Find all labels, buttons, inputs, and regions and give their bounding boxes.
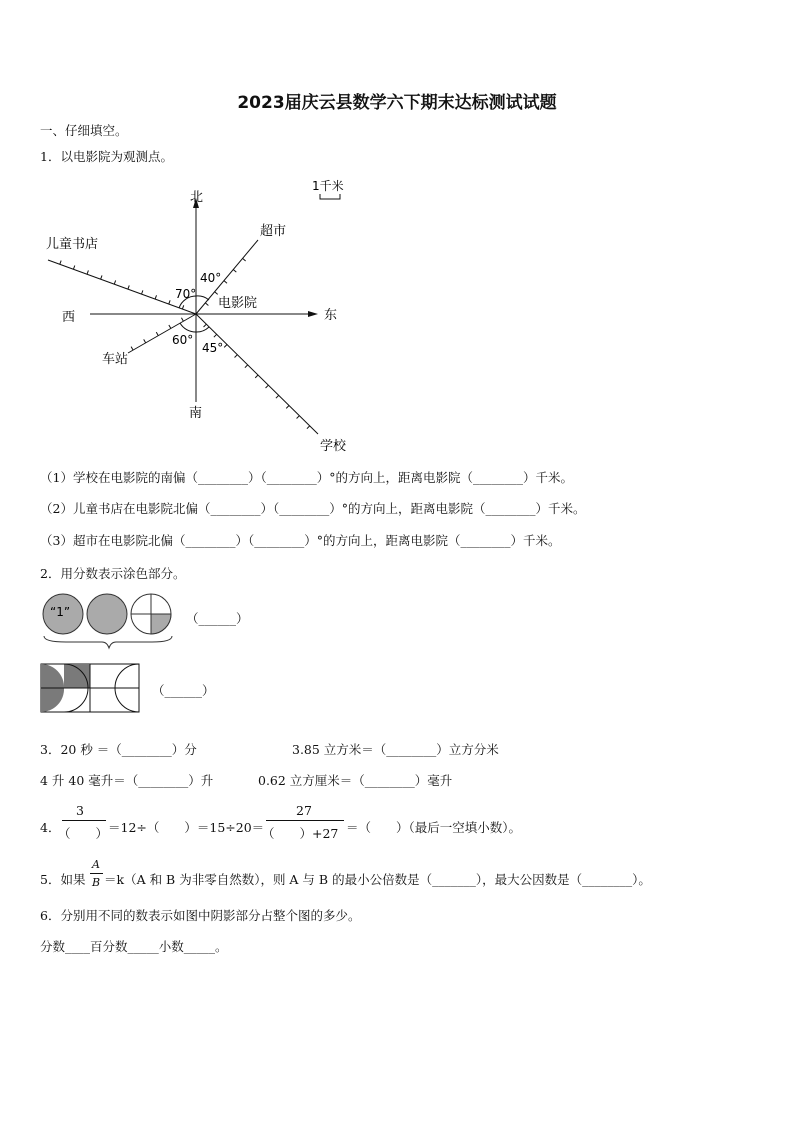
question-3-d: 0.62 立方厘米＝（________）毫升 (258, 773, 453, 788)
tick-mark (224, 345, 227, 348)
tick-mark (245, 365, 248, 368)
tick-mark (144, 339, 146, 342)
angle-arc-school (196, 327, 209, 332)
fraction-2-numerator: 27 (296, 803, 312, 818)
tick-mark (155, 295, 156, 299)
circles-figure (36, 588, 186, 650)
question-6-stem: 6．分别用不同的数表示如图中阴影部分占整个图的多少。 (40, 908, 361, 923)
question-5-label: 5．如果 (40, 872, 86, 887)
tick-mark (233, 270, 236, 273)
tick-mark (224, 281, 227, 284)
rectangle-figure (38, 662, 144, 718)
tick-mark (204, 324, 207, 327)
section-heading: 一、仔细填空。 (40, 123, 128, 138)
angle-label-market: 40° (200, 271, 222, 285)
question-2-blank-1: （______） (186, 611, 249, 626)
tick-mark (307, 426, 310, 429)
question-1-sub-2: （2）儿童书店在电影院北偏（________）（________）°的方向上，距离电影院（________）千米。 (40, 501, 586, 516)
fraction-1-denominator: （ ） (58, 826, 109, 841)
tick-mark (73, 266, 74, 270)
question-3-b: 3.85 立方米＝（________）立方分米 (292, 742, 499, 757)
tick-mark (87, 270, 88, 274)
south-label: 南 (189, 406, 203, 421)
tick-mark (205, 303, 208, 306)
question-1-sub-1: （1）学校在电影院的南偏（________）（________）°的方向上，距离电影院（________）千米。 (40, 470, 573, 485)
question-3-a: 3．20 秒 ＝（________）分 (40, 742, 197, 757)
school-label: 学校 (320, 439, 347, 454)
full-circle (87, 594, 127, 634)
east-arrow-icon (308, 311, 318, 317)
question-4-tail: ＝（ ）（最后一空填小数）。 (346, 820, 522, 835)
tick-mark (142, 290, 143, 294)
angle-arc-station (180, 323, 196, 332)
tick-mark (276, 395, 279, 398)
question-1-sub-3: （3）超市在电影院北偏（________）（________）°的方向上，距离电影院（________）千米。 (40, 533, 561, 548)
fraction-2-bar (266, 820, 344, 821)
tick-mark (181, 318, 183, 321)
page-title: 2023届庆云县数学六下期末达标测试试题 (237, 93, 557, 113)
brace (44, 636, 172, 648)
unit-label: “1” (50, 605, 71, 619)
question-4-middle: ＝12÷（ ）＝15÷20＝ (108, 820, 265, 835)
station-label: 车站 (102, 352, 129, 367)
angle-label-station: 60° (172, 333, 194, 347)
tick-mark (101, 275, 102, 279)
angle-label-bookstore: 70° (175, 287, 197, 301)
direction-diagram (0, 170, 400, 460)
north-label: 北 (190, 190, 204, 205)
tick-mark (235, 355, 238, 358)
west-label: 西 (62, 310, 76, 325)
east-label: 东 (324, 308, 338, 323)
tick-mark (215, 292, 218, 295)
ratio-bar (90, 873, 103, 874)
tick-mark (128, 285, 129, 289)
question-4-label: 4． (40, 820, 61, 835)
scale-bar (320, 194, 340, 199)
tick-mark (266, 385, 269, 388)
question-2-stem: 2．用分数表示涂色部分。 (40, 566, 186, 581)
tick-mark (156, 332, 158, 335)
question-3-c: 4 升 40 毫升＝（________）升 (40, 773, 214, 788)
question-2-blank-2: （______） (152, 683, 215, 698)
fraction-1-bar (62, 820, 106, 821)
tick-mark (286, 406, 289, 409)
tick-mark (131, 347, 133, 350)
question-5-rest: ＝k（A 和 B 为非零自然数），则 A 与 B 的最小公倍数是（_______），最大公因数是（________）。 (104, 872, 651, 887)
school-ray (196, 314, 318, 434)
quarter-shaded (151, 614, 171, 634)
tick-mark (169, 300, 170, 304)
bookstore-ray (48, 260, 196, 314)
bookstore-label: 儿童书店 (46, 237, 99, 252)
angle-label-school: 45° (202, 341, 224, 355)
scale-label: 1千米 (312, 179, 344, 193)
fraction-2-denominator: （ ）+27 (262, 826, 339, 841)
tick-mark (243, 258, 246, 261)
tick-mark (182, 305, 183, 309)
angle-arc-market (196, 296, 209, 300)
question-6-answer: 分数____百分数_____小数_____。 (40, 939, 228, 954)
ratio-denominator: B (92, 876, 101, 889)
tick-mark (297, 416, 300, 419)
tick-mark (255, 375, 258, 378)
question-1-stem: 1．以电影院为观测点。 (40, 149, 173, 164)
ratio-numerator: A (92, 858, 100, 871)
tick-mark (60, 261, 61, 265)
fraction-1-numerator: 3 (76, 803, 84, 818)
market-label: 超市 (260, 224, 287, 239)
center-label: 电影院 (218, 296, 258, 311)
tick-mark (169, 325, 171, 328)
tick-mark (214, 334, 217, 337)
tick-mark (114, 280, 115, 284)
